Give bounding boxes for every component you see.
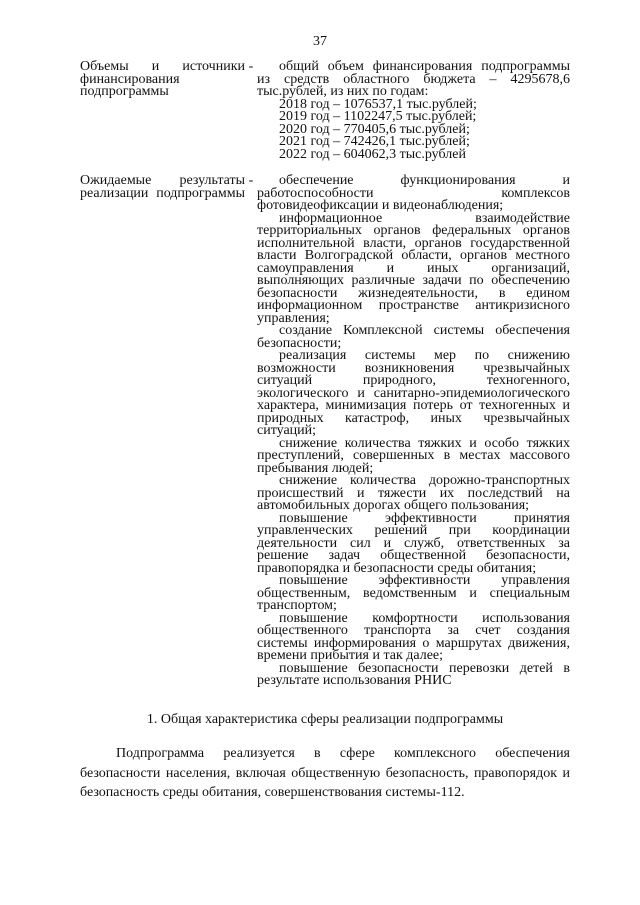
row-separator: - <box>248 173 254 188</box>
value-paragraph: общий объем финансирования подпрограммы из средств областного бюджета – 4295678,6 тыс.рублей, из них по годам: <box>257 59 570 99</box>
year-line: 2020 год – 770405,6 тыс.рублей; <box>279 121 470 137</box>
result-item: повышение безопасности перевозки детей в результате использования РНИС <box>257 660 570 688</box>
body-paragraph: Подпрограмма реализуется в сфере комплексного обеспечения безопасности населения, включая общественную безопасность, правопорядок и безопасность среды обитания, совершенствования системы-112. <box>80 746 570 800</box>
row-label: Объемы и источники финансирования подпрограммы <box>80 59 245 99</box>
year-line: 2021 год – 742426,1 тыс.рублей; <box>279 134 470 149</box>
section-title: 1. Общая характеристика сферы реализации подпрограммы <box>146 712 504 727</box>
result-item: повышение комфортности использования общественного транспорта за счет создания системы информирования о маршрутах движения, времени прибытия и так далее; <box>257 610 570 663</box>
row-separator: - <box>248 59 254 74</box>
page-number: 37 <box>313 34 327 49</box>
row-value <box>257 175 570 688</box>
result-item: снижение количества тяжких и особо тяжких преступлений, совершенных в местах массового пребывания людей; <box>257 435 570 476</box>
result-item: создание Комплексной системы обеспечения безопасности; <box>257 323 570 351</box>
row-value <box>257 61 570 161</box>
passport-row-results <box>80 175 570 688</box>
passport-table <box>80 61 570 688</box>
result-item: обеспечение функционирования и работоспособности комплексов фотовидеофиксации и видеонаблюдения; <box>257 173 570 213</box>
year-line: 2018 год – 1076537,1 тыс.рублей; <box>279 96 477 112</box>
result-item: информационное взаимодействие территориальных органов федеральных органов исполнительной власти, органов государственной власти Волгоградской области, органов местного самоуправления и иных организаций, выполняющих различные задачи по обеспечению безопасности жизнедеятельности, в едином информационном пространстве антикризисного управления; <box>257 210 570 326</box>
result-item: снижение количества дорожно-транспортных происшествий и тяжести их последствий на автомобильных дорогах общего пользования; <box>257 473 570 513</box>
result-item: повышение эффективности принятия управленческих решений при координации деятельности сил и служб, ответственных за решение задач общественной безопасности, правопорядка и безопасности среды обитания; <box>257 510 570 576</box>
year-line: 2022 год – 604062,3 тыс.рублей <box>279 146 466 162</box>
row-label: Ожидаемые результаты реализации подпрограммы <box>80 173 245 201</box>
passport-row-financing <box>80 61 570 161</box>
result-item: реализация системы мер по снижению возможности возникновения чрезвычайных ситуаций природного, техногенного, экологического и санитарно-эпидемиологического характера, минимизация потерь от техногенных и природных катастроф, иных чрезвычайных ситуаций; <box>257 348 570 438</box>
result-item: повышение эффективности управления общественным, ведомственным и специальным транспортом; <box>257 573 570 613</box>
year-line: 2019 год – 1102247,5 тыс.рублей; <box>279 109 477 124</box>
